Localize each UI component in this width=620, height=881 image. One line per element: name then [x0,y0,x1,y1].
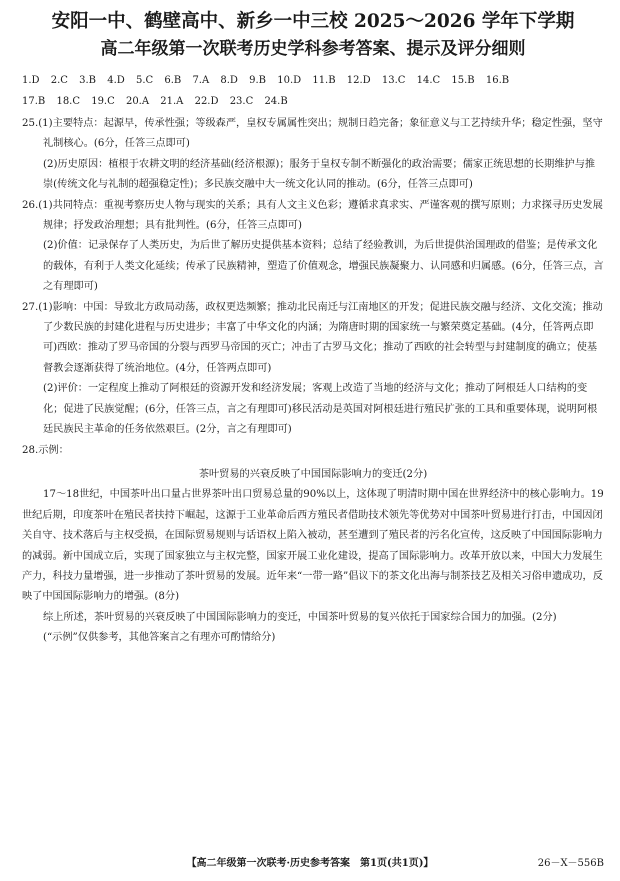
q26-part1: 26.(1)共同特点：重视考察历史人物与现实的关系；具有人文主义色彩；遵循求真求实、严谨客观的撰写原则；力求探寻历史发展规律；抒发政治理想；具有批判性。(6分，任答三点即可) [22,199,603,232]
q26-part2: (2)价值：记录保存了人类历史，为后世了解历史提供基本资料；总结了经验教训，为后世提供治国理政的借鉴；是传承文化的载体，有利于人类文化延续；传承了民族精神，塑造了价值观念，增强民族凝聚力、认同感和归属感。(6分，任答三点，言之有理即可) [43,240,604,293]
mc-answers-row-2 [22,93,604,110]
mc-answer: 16.B [485,75,510,86]
mc-answer: 5.C [135,75,154,86]
mc-answer: 18.C [56,96,81,107]
mc-answer: 12.D [346,75,371,86]
mc-answer: 6.B [164,75,182,86]
mc-answer: 19.C [91,96,115,107]
mc-answers-row-1 [22,72,604,89]
q27-part1: 27.(1)影响：中国：导致北方政局动荡，政权更迭频繁；推动北民南迁与江南地区的开发；促进民族交融与经济、文化交流；推动了少数民族的封建化进程与历史进步；丰富了中华文化的内涵；为隋唐时期的国家统一与繁荣奠定基础。(4分，任答两点即可)西欧：推动了罗马帝国的分裂与西罗马帝国的灭亡；冲击了古罗马文化；推动了西欧的社会转型与封建制度的确立；使基督教会逐渐获得了统治地位。(4分，任答两点即可) [22,301,603,374]
mc-answer: 21.A [160,96,184,107]
mc-answer: 13.C [381,75,406,86]
mc-answer: 7.A [192,75,210,86]
page-footer [0,857,620,871]
q25-part2: (2)历史原因：植根于农耕文明的经济基础(经济根源)；服务于皇权专制不断强化的政治需要；儒家正统思想的长期维护与推崇(传统文化与礼制的超强稳定性)；多民族交融中大一统文化认同的推动。(6分，任答三点即可) [43,158,596,191]
mc-answer: 9.B [249,75,267,86]
q28-paragraph-2: 综上所述，茶叶贸易的兴衰反映了中国国际影响力的变迁，中国茶叶贸易的复兴依托于国家综合国力的加强。(2分) [43,611,557,623]
q25-part1: 25.(1)主要特点：起源早，传承性强；等级森严，皇权专属属性突出；规制日趋完备；象征意义与工艺持续升华；稳定性强，坚守礼制核心。(6分，任答三点即可) [22,118,603,150]
q27-part2: (2)评价：一定程度上推动了阿根廷的资源开发和经济发展；客观上改造了当地的经济与文化；推动了阿根廷人口结构的变化；促进了民族觉醒；(6分，任答三点，言之有理即可)移民活动是英国对阿根廷进行殖民扩张的工具和重要体现，说明阿根廷民族民主革命的任务依然艰巨。(2分，言之有理即可) [43,383,598,436]
mc-answer: 20.A [125,96,150,107]
mc-answer: 22.D [194,96,219,107]
title-line-2: 高二年级第一次联考历史学科参考答案、提示及评分细则 [100,39,526,59]
mc-answer: 1.D [22,75,40,86]
q28-paragraph-1: 17～18世纪，中国茶叶出口量占世界茶叶出口贸易总量的90%以上，这体现了明清时期中国在世界经济中的核心影响力。19世纪后期，印度茶叶在殖民者扶持下崛起，这源于工业革命后西方殖民者借助技术领先等优势对中国茶叶贸易进行打击，中国因闭关自守、技术落后与主权受损，在国际贸易规则与话语权上陷入被动，甚至遭到了殖民者的污名化宣传，这反映了中国国际影响力的减弱。新中国成立后，实现了国家独立与主权完整，国家开展工业化建设，提高了国际影响力。改革开放以来，中国大力发展生产力，科技力量增强，进一步推动了茶叶贸易的发展。近年来“一带一路”倡议下的茶文化出海与制茶技艺及相关习俗申遗成功，反映了中国国际影响力的增强。(8分) [22,489,604,603]
title-line-1: 安阳一中、鹤壁高中、新乡一中三校 2025～2026 学年下学期 [51,11,575,32]
mc-answer: 17.B [22,96,46,107]
q28-label: 28.示例： [22,444,69,456]
mc-answer: 24.B [264,96,288,107]
mc-answer: 14.C [416,75,441,86]
mc-answer: 11.B [312,75,336,86]
mc-answer: 10.D [277,75,302,86]
mc-answer: 2.C [50,75,68,86]
mc-answer: 15.B [451,75,475,86]
mc-answer: 3.B [79,75,97,86]
q28-essay-title: 茶叶贸易的兴衰反映了中国国际影响力的变迁(2分) [198,468,428,480]
mc-answer: 8.D [220,75,238,86]
q28-note: (“示例”仅供参考，其他答案言之有理亦可酌情给分) [43,632,276,644]
mc-answer: 23.C [229,96,254,107]
mc-answer: 4.D [107,75,125,86]
footer-code: 26－X－556B [537,858,604,869]
footer-center-text: 【高二年级第一次联考·历史参考答案 第1页(共1页)】 [186,858,434,869]
